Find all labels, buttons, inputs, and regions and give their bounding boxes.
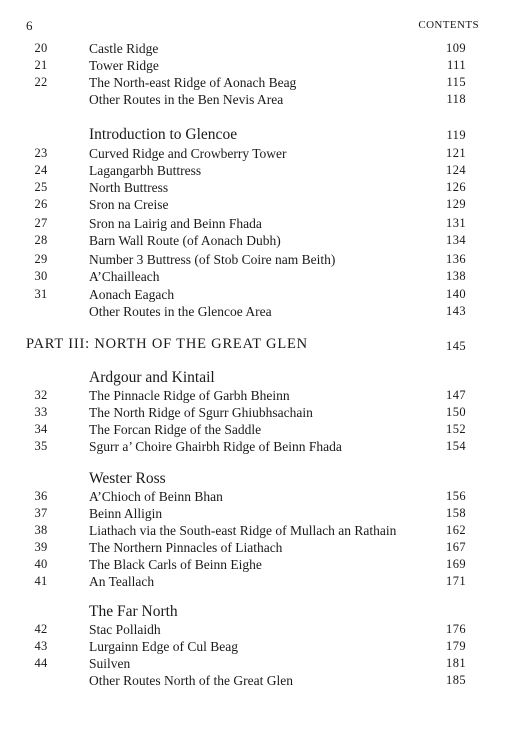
route-title: Number 3 Buttress (of Stob Coire nam Beith) <box>89 252 336 267</box>
toc-entry <box>0 286 523 303</box>
page-ref: 140 <box>446 287 466 301</box>
route-title: Sron na Creise <box>89 197 169 212</box>
route-number: 36 <box>34 489 48 503</box>
toc-entry <box>0 251 523 268</box>
toc-entry <box>0 505 523 522</box>
route-number: 29 <box>34 252 48 266</box>
route-title: The Pinnacle Ridge of Garbh Bheinn <box>89 388 290 403</box>
page-ref: 167 <box>446 540 466 554</box>
route-title: Other Routes North of the Great Glen <box>89 673 293 688</box>
section-heading-wester-ross: Wester Ross <box>89 470 166 487</box>
toc-entry <box>0 268 523 285</box>
toc-entry <box>0 638 523 655</box>
page-ref: 181 <box>446 656 466 670</box>
route-title: Other Routes in the Ben Nevis Area <box>89 92 284 107</box>
page-ref: 126 <box>446 180 466 194</box>
toc-entry <box>0 215 523 232</box>
toc-entry <box>0 556 523 573</box>
page-ref: 121 <box>446 146 466 160</box>
route-number: 38 <box>34 523 48 537</box>
toc-entry <box>0 74 523 91</box>
page-ref: 111 <box>446 58 466 72</box>
section-heading-far-north: The Far North <box>89 603 178 620</box>
page-ref: 115 <box>446 75 466 89</box>
route-number: 37 <box>34 506 48 520</box>
route-title: Sron na Lairig and Beinn Fhada <box>89 216 262 231</box>
page-ref: 152 <box>446 422 466 436</box>
toc-entry <box>0 91 523 108</box>
page-ref: 131 <box>446 216 466 230</box>
route-number: 33 <box>34 405 48 419</box>
route-title: A’Chioch of Beinn Bhan <box>89 489 223 504</box>
page-ref: 171 <box>446 574 466 588</box>
route-number: 32 <box>34 388 48 402</box>
route-title: Castle Ridge <box>89 41 159 56</box>
toc-entry <box>0 421 523 438</box>
route-title: An Teallach <box>89 574 155 589</box>
route-number: 41 <box>34 574 48 588</box>
route-title: The North Ridge of Sgurr Ghiubhsachain <box>89 405 313 420</box>
page-ref: 147 <box>446 388 466 402</box>
toc-entry <box>0 621 523 638</box>
route-number: 44 <box>34 656 48 670</box>
toc-entry <box>0 232 523 249</box>
route-number: 25 <box>34 180 48 194</box>
page-ref: 169 <box>446 557 466 571</box>
route-title: The Black Carls of Beinn Eighe <box>89 557 262 572</box>
toc-entry <box>0 145 523 162</box>
route-title: The Forcan Ridge of the Saddle <box>89 422 262 437</box>
route-title: Lagangarbh Buttress <box>89 163 202 178</box>
route-title: North Buttress <box>89 180 169 195</box>
route-title: Liathach via the South-east Ridge of Mullach an Rathain <box>89 523 397 538</box>
toc-entry <box>0 672 523 689</box>
route-title: Curved Ridge and Crowberry Tower <box>89 146 287 161</box>
route-number: 27 <box>34 216 48 230</box>
page-ref: 109 <box>446 41 466 55</box>
page-ref: 136 <box>446 252 466 266</box>
route-title: Beinn Alligin <box>89 506 163 521</box>
route-title: The Northern Pinnacles of Liathach <box>89 540 283 555</box>
page-ref: 156 <box>446 489 466 503</box>
toc-entry <box>0 57 523 74</box>
route-number: 23 <box>34 146 48 160</box>
page-ref: 162 <box>446 523 466 537</box>
route-title: A’Chailleach <box>89 269 160 284</box>
toc-entry <box>0 196 523 213</box>
toc-entry <box>0 539 523 556</box>
page-ref: 185 <box>446 673 466 687</box>
page-ref: 179 <box>446 639 466 653</box>
route-number: 24 <box>34 163 48 177</box>
toc-entry <box>0 40 523 57</box>
page-ref: 150 <box>446 405 466 419</box>
toc-entry <box>0 387 523 404</box>
page-ref: 158 <box>446 506 466 520</box>
route-number: 31 <box>34 287 48 301</box>
route-number: 39 <box>34 540 48 554</box>
route-title: Lurgainn Edge of Cul Beag <box>89 639 238 654</box>
route-title: Barn Wall Route (of Aonach Dubh) <box>89 233 281 248</box>
section-page-ref: 119 <box>446 128 466 142</box>
part-page-ref: 145 <box>446 339 466 353</box>
page-ref: 124 <box>446 163 466 177</box>
page-header <box>26 18 479 34</box>
route-number: 20 <box>34 41 48 55</box>
route-title: Suilven <box>89 656 131 671</box>
toc-entry <box>0 438 523 455</box>
route-title: Aonach Eagach <box>89 287 175 302</box>
route-number: 28 <box>34 233 48 247</box>
route-number: 30 <box>34 269 48 283</box>
route-number: 26 <box>34 197 48 211</box>
route-title: Sgurr a’ Choire Ghairbh Ridge of Beinn Fhada <box>89 439 342 454</box>
page-ref: 134 <box>446 233 466 247</box>
route-number: 22 <box>34 75 48 89</box>
toc-entry <box>0 404 523 421</box>
part-heading: PART III: NORTH OF THE GREAT GLEN <box>26 336 308 352</box>
route-number: 42 <box>34 622 48 636</box>
toc-entry <box>0 303 523 320</box>
toc-entry <box>0 488 523 505</box>
page-ref: 143 <box>446 304 466 318</box>
page-ref: 118 <box>446 92 466 106</box>
route-title: Stac Pollaidh <box>89 622 161 637</box>
page-ref: 138 <box>446 269 466 283</box>
route-title: The North-east Ridge of Aonach Beag <box>89 75 297 90</box>
toc-entry <box>0 655 523 672</box>
toc-entry <box>0 162 523 179</box>
page-ref: 176 <box>446 622 466 636</box>
route-number: 35 <box>34 439 48 453</box>
page-ref: 129 <box>446 197 466 211</box>
route-number: 40 <box>34 557 48 571</box>
route-number: 21 <box>34 58 48 72</box>
page-number: 6 <box>26 18 33 33</box>
section-heading-ardgour: Ardgour and Kintail <box>89 369 215 386</box>
toc-entry <box>0 573 523 590</box>
section-heading-glencoe: Introduction to Glencoe <box>89 126 238 143</box>
route-title: Tower Ridge <box>89 58 159 73</box>
route-number: 34 <box>34 422 48 436</box>
toc-entry <box>0 179 523 196</box>
route-title: Other Routes in the Glencoe Area <box>89 304 272 319</box>
running-head: CONTENTS <box>418 19 479 31</box>
page-ref: 154 <box>446 439 466 453</box>
toc-entry <box>0 522 523 539</box>
route-number: 43 <box>34 639 48 653</box>
